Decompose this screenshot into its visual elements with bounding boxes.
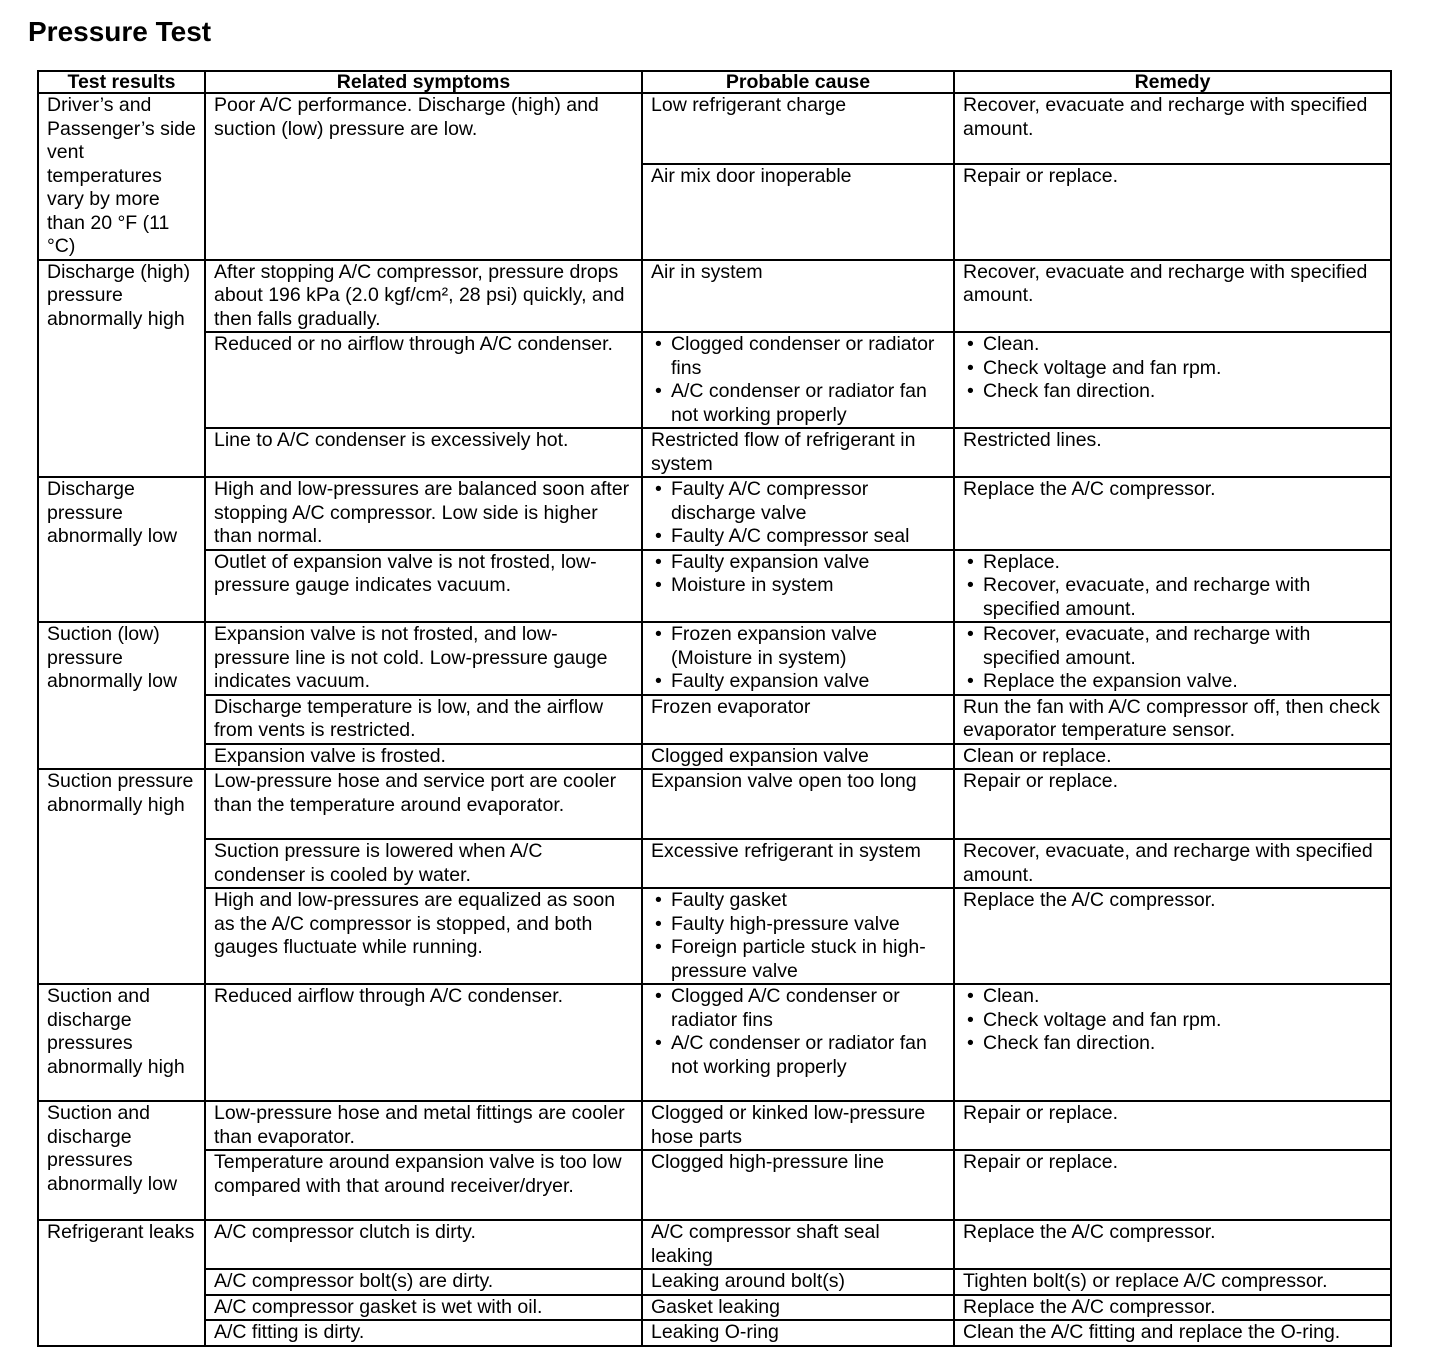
cause-list: [651, 551, 945, 598]
remedy-cell: [954, 1269, 1391, 1295]
table-row: [38, 1101, 1391, 1150]
remedy-cell: [954, 695, 1391, 744]
cause-item: • A/C condenser or radiator fan not working properly: [651, 380, 945, 427]
cause-text: Leaking around bolt(s): [651, 1270, 846, 1292]
probable-cause-cell: [642, 550, 954, 623]
probable-cause-cell: [642, 93, 954, 164]
probable-cause-cell: [642, 1320, 954, 1346]
remedy-item: • Replace.: [963, 551, 1382, 575]
remedy-item: • Check voltage and fan rpm.: [963, 357, 1382, 381]
remedy-cell: [954, 332, 1391, 428]
cause-item: • Frozen expansion valve (Moisture in system): [651, 623, 945, 670]
test-result-cell: Suction (low) pressure abnormally low: [38, 622, 205, 769]
cause-text: Clogged or kinked low-pressure hose parts: [651, 1102, 926, 1148]
remedy-cell: [954, 1220, 1391, 1269]
remedy-cell: [954, 984, 1391, 1101]
probable-cause-cell: [642, 332, 954, 428]
remedy-item: • Check fan direction.: [963, 380, 1382, 404]
table-row: [38, 1220, 1391, 1269]
remedy-text: Repair or replace.: [963, 1151, 1118, 1173]
header-probable-cause: Probable cause: [642, 71, 954, 93]
table-row: [38, 622, 1391, 695]
cause-list: [651, 623, 945, 694]
remedy-text: Clean the A/C fitting and replace the O-ring.: [963, 1321, 1341, 1343]
symptom-cell: Low-pressure hose and service port are cooler than the temperature around evaporator.: [205, 769, 642, 839]
header-remedy: Remedy: [954, 71, 1391, 93]
pressure-test-table: [37, 70, 1392, 1347]
remedy-item: • Clean.: [963, 985, 1382, 1009]
table-row: [38, 477, 1391, 550]
cause-text: Expansion valve open too long: [651, 770, 917, 792]
cause-item: • Faulty high-pressure valve: [651, 913, 945, 937]
symptom-cell: Line to A/C condenser is excessively hot.: [205, 428, 642, 477]
cause-item: • A/C condenser or radiator fan not working properly: [651, 1032, 945, 1079]
remedy-text: Clean or replace.: [963, 744, 1112, 767]
test-result-cell: Suction and discharge pressures abnormally high: [38, 984, 205, 1101]
cause-item: • Faulty A/C compressor discharge valve: [651, 478, 945, 525]
symptom-cell: Outlet of expansion valve is not frosted, low-pressure gauge indicates vacuum.: [205, 550, 642, 623]
remedy-text: Recover, evacuate and recharge with specified amount.: [963, 260, 1368, 306]
symptom-cell: A/C compressor clutch is dirty.: [205, 1220, 642, 1269]
remedy-text: Replace the A/C compressor.: [963, 1221, 1216, 1243]
table-row: [38, 1320, 1391, 1346]
cause-text: Gasket leaking: [651, 1295, 780, 1318]
test-result-cell: Refrigerant leaks: [38, 1220, 205, 1346]
remedy-cell: [954, 550, 1391, 623]
symptom-cell: A/C compressor bolt(s) are dirty.: [205, 1269, 642, 1295]
cause-item: • Faulty expansion valve: [651, 670, 945, 694]
remedy-cell: [954, 1101, 1391, 1150]
remedy-cell: [954, 93, 1391, 164]
probable-cause-cell: [642, 769, 954, 839]
remedy-text: Repair or replace.: [963, 165, 1118, 188]
probable-cause-cell: [642, 888, 954, 984]
remedy-text: Run the fan with A/C compressor off, then check evaporator temperature sensor.: [963, 695, 1380, 741]
table-body: [38, 93, 1391, 1346]
symptom-cell: Poor A/C performance. Discharge (high) and suction (low) pressure are low.: [205, 93, 642, 260]
probable-cause-cell: [642, 260, 954, 333]
remedy-text: Repair or replace.: [963, 770, 1118, 792]
probable-cause-cell: [642, 1101, 954, 1150]
symptom-cell: Reduced airflow through A/C condenser.: [205, 984, 642, 1101]
cause-item: • Faulty A/C compressor seal: [651, 525, 945, 549]
probable-cause-cell: [642, 622, 954, 695]
cause-text: Air mix door inoperable: [651, 165, 852, 188]
cause-text: Low refrigerant charge: [651, 94, 847, 116]
table-row: [38, 1150, 1391, 1220]
probable-cause-cell: [642, 839, 954, 888]
probable-cause-cell: [642, 744, 954, 770]
symptom-cell: Low-pressure hose and metal fittings are cooler than evaporator.: [205, 1101, 642, 1150]
remedy-cell: [954, 839, 1391, 888]
cause-text: A/C compressor shaft seal leaking: [651, 1221, 880, 1267]
remedy-text: Recover, evacuate, and recharge with specified amount.: [963, 840, 1373, 886]
cause-text: Restricted flow of refrigerant in system: [651, 429, 916, 475]
cause-list: [651, 333, 945, 427]
table-row: [38, 332, 1391, 428]
table-row: [38, 744, 1391, 770]
remedy-item: • Recover, evacuate, and recharge with specified amount.: [963, 574, 1382, 621]
cause-text: Frozen evaporator: [651, 695, 811, 718]
table-row: [38, 695, 1391, 744]
cause-item: • Foreign particle stuck in high-pressure valve: [651, 936, 945, 983]
probable-cause-cell: [642, 1295, 954, 1321]
table-row: [38, 839, 1391, 888]
symptom-cell: Expansion valve is not frosted, and low-pressure line is not cold. Low-pressure gauge indicates vacuum.: [205, 622, 642, 695]
test-result-cell: Suction and discharge pressures abnormally low: [38, 1101, 205, 1220]
remedy-item: • Check fan direction.: [963, 1032, 1382, 1056]
remedy-item: • Clean.: [963, 333, 1382, 357]
table-row: [38, 260, 1391, 333]
cause-text: Clogged high-pressure line: [651, 1151, 885, 1173]
table-row: [38, 888, 1391, 984]
symptom-cell: A/C fitting is dirty.: [205, 1320, 642, 1346]
remedy-cell: [954, 477, 1391, 550]
table-row: [38, 93, 1391, 164]
remedy-cell: [954, 1295, 1391, 1321]
table-header-row: [38, 71, 1391, 93]
remedy-list: [963, 333, 1382, 404]
remedy-text: Replace the A/C compressor.: [963, 889, 1216, 911]
probable-cause-cell: [642, 984, 954, 1101]
remedy-cell: [954, 744, 1391, 770]
remedy-text: Replace the A/C compressor.: [963, 1295, 1216, 1318]
page-title: Pressure Test: [28, 16, 212, 47]
test-result-cell: Driver’s and Passenger’s side vent temperatures vary by more than 20 °F (11 °C): [38, 93, 205, 260]
remedy-text: Tighten bolt(s) or replace A/C compressor.: [963, 1270, 1328, 1292]
symptom-cell: A/C compressor gasket is wet with oil.: [205, 1295, 642, 1321]
test-result-cell: Discharge pressure abnormally low: [38, 477, 205, 622]
remedy-item: • Recover, evacuate, and recharge with specified amount.: [963, 623, 1382, 670]
cause-item: • Moisture in system: [651, 574, 945, 598]
symptom-cell: Reduced or no airflow through A/C condenser.: [205, 332, 642, 428]
test-result-cell: Discharge (high) pressure abnormally high: [38, 260, 205, 478]
remedy-list: [963, 985, 1382, 1056]
probable-cause-cell: [642, 164, 954, 259]
remedy-cell: [954, 164, 1391, 259]
symptom-cell: Temperature around expansion valve is too low compared with that around receiver/dryer.: [205, 1150, 642, 1220]
cause-text: Clogged expansion valve: [651, 744, 869, 767]
remedy-list: [963, 551, 1382, 622]
symptom-cell: After stopping A/C compressor, pressure drops about 196 kPa (2.0 kgf/cm², 28 psi) quickly, and then falls gradually.: [205, 260, 642, 333]
remedy-cell: [954, 428, 1391, 477]
cause-text: Air in system: [651, 260, 763, 283]
cause-item: • Clogged condenser or radiator fins: [651, 333, 945, 380]
remedy-text: Recover, evacuate and recharge with specified amount.: [963, 94, 1368, 140]
remedy-cell: [954, 769, 1391, 839]
remedy-list: [963, 623, 1382, 694]
table-row: [38, 428, 1391, 477]
cause-item: • Faulty gasket: [651, 889, 945, 913]
test-result-cell: Suction pressure abnormally high: [38, 769, 205, 984]
remedy-text: Restricted lines.: [963, 429, 1102, 451]
remedy-cell: [954, 622, 1391, 695]
remedy-cell: [954, 260, 1391, 333]
remedy-item: • Replace the expansion valve.: [963, 670, 1382, 694]
remedy-item: • Check voltage and fan rpm.: [963, 1009, 1382, 1033]
cause-text: Leaking O-ring: [651, 1321, 779, 1343]
symptom-cell: High and low-pressures are equalized as soon as the A/C compressor is stopped, and both gauges fluctuate while running.: [205, 888, 642, 984]
remedy-text: Replace the A/C compressor.: [963, 478, 1216, 500]
symptom-cell: Expansion valve is frosted.: [205, 744, 642, 770]
cause-list: [651, 985, 945, 1079]
probable-cause-cell: [642, 477, 954, 550]
symptom-cell: Suction pressure is lowered when A/C condenser is cooled by water.: [205, 839, 642, 888]
probable-cause-cell: [642, 695, 954, 744]
header-related-symptoms: Related symptoms: [205, 71, 642, 93]
remedy-text: Repair or replace.: [963, 1102, 1118, 1124]
table-row: [38, 550, 1391, 623]
cause-item: • Faulty expansion valve: [651, 551, 945, 575]
table-row: [38, 1269, 1391, 1295]
remedy-cell: [954, 888, 1391, 984]
cause-item: • Clogged A/C condenser or radiator fins: [651, 985, 945, 1032]
table-row: [38, 984, 1391, 1101]
probable-cause-cell: [642, 428, 954, 477]
cause-list: [651, 478, 945, 549]
remedy-cell: [954, 1320, 1391, 1346]
probable-cause-cell: [642, 1150, 954, 1220]
symptom-cell: High and low-pressures are balanced soon after stopping A/C compressor. Low side is higher than normal.: [205, 477, 642, 550]
cause-list: [651, 889, 945, 983]
remedy-cell: [954, 1150, 1391, 1220]
probable-cause-cell: [642, 1269, 954, 1295]
probable-cause-cell: [642, 1220, 954, 1269]
symptom-cell: Discharge temperature is low, and the airflow from vents is restricted.: [205, 695, 642, 744]
header-test-results: Test results: [38, 71, 205, 93]
table-row: [38, 1295, 1391, 1321]
cause-text: Excessive refrigerant in system: [651, 840, 921, 862]
table-row: [38, 769, 1391, 839]
